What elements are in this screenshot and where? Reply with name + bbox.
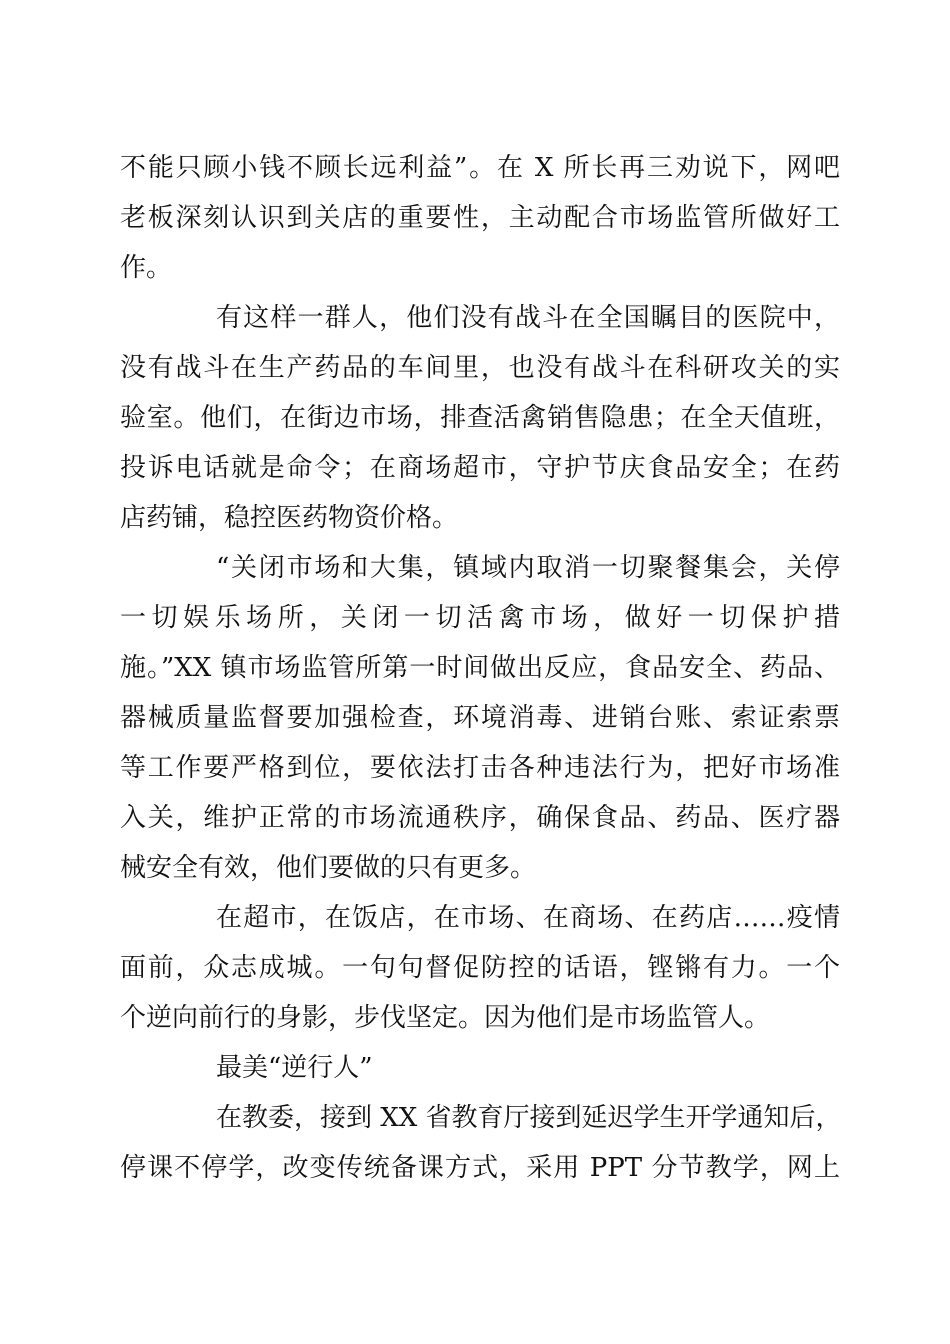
paragraph-line: 不能只顾小钱不顾长远利益”。在 X 所长再三劝说下，网吧	[120, 153, 840, 183]
paragraph-line: 一切娱乐场所，关闭一切活禽市场，做好一切保护措	[120, 603, 840, 633]
paragraph-line: 作。	[120, 253, 173, 283]
paragraph-line: 老板深刻认识到关店的重要性，主动配合市场监管所做好工	[120, 203, 840, 233]
paragraph-line: 面前，众志成城。一句句督促防控的话语，铿锵有力。一个	[120, 953, 840, 983]
paragraph-line: 器械质量监督要加强检查，环境消毒、进销台账、索证索票	[120, 703, 840, 733]
paragraph-line: 在教委，接到 XX 省教育厅接到延迟学生开学通知后，	[216, 1103, 842, 1133]
paragraph-line: 有这样一群人，他们没有战斗在全国瞩目的医院中，	[216, 303, 840, 333]
section-heading: 最美“逆行人”	[216, 1053, 373, 1083]
paragraph-line: 个逆向前行的身影，步伐坚定。因为他们是市场监管人。	[120, 1003, 771, 1033]
paragraph-line: 验室。他们，在街边市场，排查活禽销售隐患；在全天值班，	[120, 403, 840, 433]
paragraph-line: 店药铺，稳控医药物资价格。	[120, 503, 459, 533]
paragraph-line: 等工作要严格到位，要依法打击各种违法行为，把好市场准	[120, 753, 840, 783]
paragraph-line: 在超市，在饭店，在市场、在商场、在药店……疫情	[216, 903, 840, 933]
paragraph-line: 械安全有效，他们要做的只有更多。	[120, 853, 537, 883]
paragraph-line: 没有战斗在生产药品的车间里，也没有战斗在科研攻关的实	[120, 353, 840, 383]
paragraph-line: 投诉电话就是命令；在商场超市，守护节庆食品安全；在药	[120, 453, 840, 483]
paragraph-line: “关闭市场和大集，镇域内取消一切聚餐集会，关停	[216, 553, 840, 583]
paragraph-line: 施。”XX 镇市场监管所第一时间做出反应，食品安全、药品、	[120, 653, 840, 683]
paragraph-line: 入关，维护正常的市场流通秩序，确保食品、药品、医疗器	[120, 803, 840, 833]
paragraph-line: 停课不停学，改变传统备课方式，采用 PPT 分节教学，网上	[120, 1153, 840, 1183]
